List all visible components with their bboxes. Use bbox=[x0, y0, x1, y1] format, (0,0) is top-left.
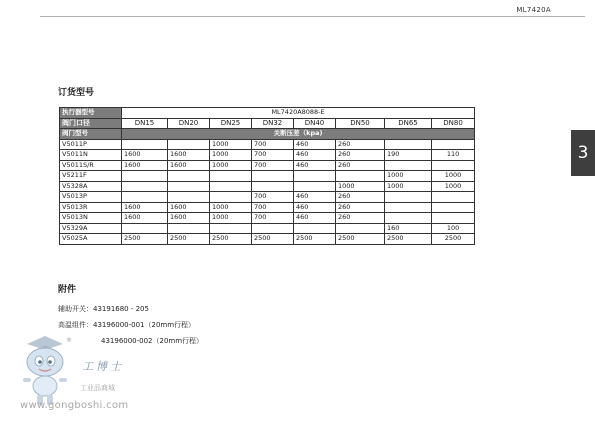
pressure-value bbox=[385, 202, 432, 213]
pressure-value bbox=[210, 171, 252, 182]
caliber-label: 阀门口径 bbox=[60, 118, 122, 129]
valve-row bbox=[60, 171, 475, 182]
pressure-value: 260 bbox=[336, 160, 385, 171]
valve-model: V5013P bbox=[60, 192, 122, 203]
pressure-value: 1600 bbox=[122, 160, 168, 171]
pressure-value bbox=[122, 223, 168, 234]
pressure-value: 2500 bbox=[294, 234, 336, 245]
pressure-value: 700 bbox=[252, 160, 294, 171]
valve-header-row bbox=[60, 129, 475, 140]
valve-model: V5025A bbox=[60, 234, 122, 245]
pressure-value bbox=[336, 223, 385, 234]
valve-model: V5211F bbox=[60, 171, 122, 182]
valve-row bbox=[60, 139, 475, 150]
pressure-value: 1600 bbox=[168, 202, 210, 213]
pressure-value bbox=[385, 160, 432, 171]
pressure-value: 1000 bbox=[336, 181, 385, 192]
dn-size: DN20 bbox=[168, 118, 210, 129]
pressure-value: 2500 bbox=[252, 234, 294, 245]
actuator-row bbox=[60, 108, 475, 119]
valve-model: V5013N bbox=[60, 213, 122, 224]
dn-size: DN25 bbox=[210, 118, 252, 129]
pressure-value: 1000 bbox=[210, 150, 252, 161]
pressure-value: 260 bbox=[336, 213, 385, 224]
pressure-value: 700 bbox=[252, 139, 294, 150]
pressure-value: 1000 bbox=[210, 202, 252, 213]
pressure-value: 1600 bbox=[122, 202, 168, 213]
pressure-value bbox=[385, 213, 432, 224]
order-section-title: 订货型号 bbox=[58, 88, 95, 98]
pressure-label: 关断压差（kpa) bbox=[122, 129, 475, 140]
pressure-value: 1600 bbox=[168, 150, 210, 161]
pressure-value: 260 bbox=[336, 150, 385, 161]
pressure-value bbox=[252, 223, 294, 234]
dn-size: DN80 bbox=[432, 118, 475, 129]
pressure-value: 2500 bbox=[336, 234, 385, 245]
dn-size: DN65 bbox=[385, 118, 432, 129]
pressure-value: 700 bbox=[252, 213, 294, 224]
header-model-code: ML7420A bbox=[516, 6, 551, 14]
pressure-value: 1000 bbox=[432, 181, 475, 192]
dn-size: DN32 bbox=[252, 118, 294, 129]
pressure-value: 460 bbox=[294, 150, 336, 161]
pressure-value bbox=[210, 181, 252, 192]
pressure-value: 460 bbox=[294, 213, 336, 224]
pressure-value bbox=[385, 192, 432, 203]
pressure-value: 1000 bbox=[385, 181, 432, 192]
pressure-value: 160 bbox=[385, 223, 432, 234]
pressure-value: 460 bbox=[294, 160, 336, 171]
pressure-value: 700 bbox=[252, 192, 294, 203]
actuator-value: ML7420A8088-E bbox=[122, 108, 475, 119]
section-tab bbox=[571, 130, 595, 176]
caliber-row bbox=[60, 118, 475, 129]
pressure-value: 2500 bbox=[122, 234, 168, 245]
pressure-value: 110 bbox=[432, 150, 475, 161]
pressure-value bbox=[168, 181, 210, 192]
watermark-subtitle: 工业品商城 bbox=[80, 384, 115, 392]
valve-model: V5011N bbox=[60, 150, 122, 161]
watermark-reg-mark: ® bbox=[66, 337, 72, 344]
valve-row bbox=[60, 160, 475, 171]
pressure-value bbox=[252, 181, 294, 192]
valve-model: V5329A bbox=[60, 223, 122, 234]
pressure-value: 1000 bbox=[210, 160, 252, 171]
pressure-value bbox=[122, 139, 168, 150]
pressure-value: 260 bbox=[336, 202, 385, 213]
pressure-value bbox=[122, 181, 168, 192]
pressure-value: 1600 bbox=[168, 213, 210, 224]
pressure-value: 2500 bbox=[168, 234, 210, 245]
pressure-value bbox=[168, 192, 210, 203]
valve-model: V5328A bbox=[60, 181, 122, 192]
pressure-value: 190 bbox=[385, 150, 432, 161]
pressure-value bbox=[294, 181, 336, 192]
pressure-value bbox=[168, 223, 210, 234]
pressure-value: 260 bbox=[336, 139, 385, 150]
pressure-value bbox=[294, 223, 336, 234]
pressure-value bbox=[432, 213, 475, 224]
pressure-value bbox=[385, 139, 432, 150]
section-number: 3 bbox=[577, 143, 589, 163]
pressure-value: 1000 bbox=[385, 171, 432, 182]
pressure-value: 1600 bbox=[168, 160, 210, 171]
valve-row bbox=[60, 223, 475, 234]
pressure-value: 1000 bbox=[432, 171, 475, 182]
accessory-line: 辅助开关：43191680 - 205 bbox=[58, 305, 149, 313]
watermark-brand-name: 工博士 bbox=[82, 360, 124, 373]
pressure-value bbox=[168, 171, 210, 182]
dn-size: DN40 bbox=[294, 118, 336, 129]
pressure-value: 100 bbox=[432, 223, 475, 234]
pressure-value: 460 bbox=[294, 192, 336, 203]
pressure-value: 1000 bbox=[210, 213, 252, 224]
pressure-value: 460 bbox=[294, 139, 336, 150]
pressure-value bbox=[168, 139, 210, 150]
actuator-label: 执行器型号 bbox=[60, 108, 122, 119]
valve-row bbox=[60, 192, 475, 203]
watermark-url: www.gongboshi.com bbox=[20, 400, 129, 411]
pressure-value bbox=[432, 139, 475, 150]
valve-row bbox=[60, 181, 475, 192]
pressure-value bbox=[432, 202, 475, 213]
pressure-value bbox=[210, 192, 252, 203]
pressure-value: 2500 bbox=[432, 234, 475, 245]
pressure-value bbox=[432, 160, 475, 171]
order-table bbox=[59, 107, 475, 245]
pressure-value: 260 bbox=[336, 192, 385, 203]
dn-size: DN50 bbox=[336, 118, 385, 129]
pressure-value: 2500 bbox=[385, 234, 432, 245]
pressure-value: 700 bbox=[252, 150, 294, 161]
valve-model: V5011P bbox=[60, 139, 122, 150]
accessories-title: 附件 bbox=[58, 285, 77, 295]
valve-row bbox=[60, 202, 475, 213]
pressure-value: 460 bbox=[294, 202, 336, 213]
pressure-value bbox=[122, 171, 168, 182]
pressure-value: 700 bbox=[252, 202, 294, 213]
pressure-value bbox=[336, 171, 385, 182]
valve-label: 阀门型号 bbox=[60, 129, 122, 140]
pressure-value: 1600 bbox=[122, 213, 168, 224]
top-rule bbox=[40, 16, 585, 17]
pressure-value bbox=[252, 171, 294, 182]
valve-row bbox=[60, 234, 475, 245]
pressure-value bbox=[294, 171, 336, 182]
valve-row bbox=[60, 150, 475, 161]
accessory-line: 43196000-002（20mm行程） bbox=[101, 337, 204, 345]
valve-model: V5011S/R bbox=[60, 160, 122, 171]
pressure-value bbox=[432, 192, 475, 203]
pressure-value: 2500 bbox=[210, 234, 252, 245]
pressure-value: 1000 bbox=[210, 139, 252, 150]
dn-size: DN15 bbox=[122, 118, 168, 129]
valve-model: V5013R bbox=[60, 202, 122, 213]
pressure-value bbox=[122, 192, 168, 203]
accessory-line: 高温组件：43196000-001（20mm行程） bbox=[58, 321, 196, 329]
pressure-value: 1600 bbox=[122, 150, 168, 161]
valve-row bbox=[60, 213, 475, 224]
pressure-value bbox=[210, 223, 252, 234]
